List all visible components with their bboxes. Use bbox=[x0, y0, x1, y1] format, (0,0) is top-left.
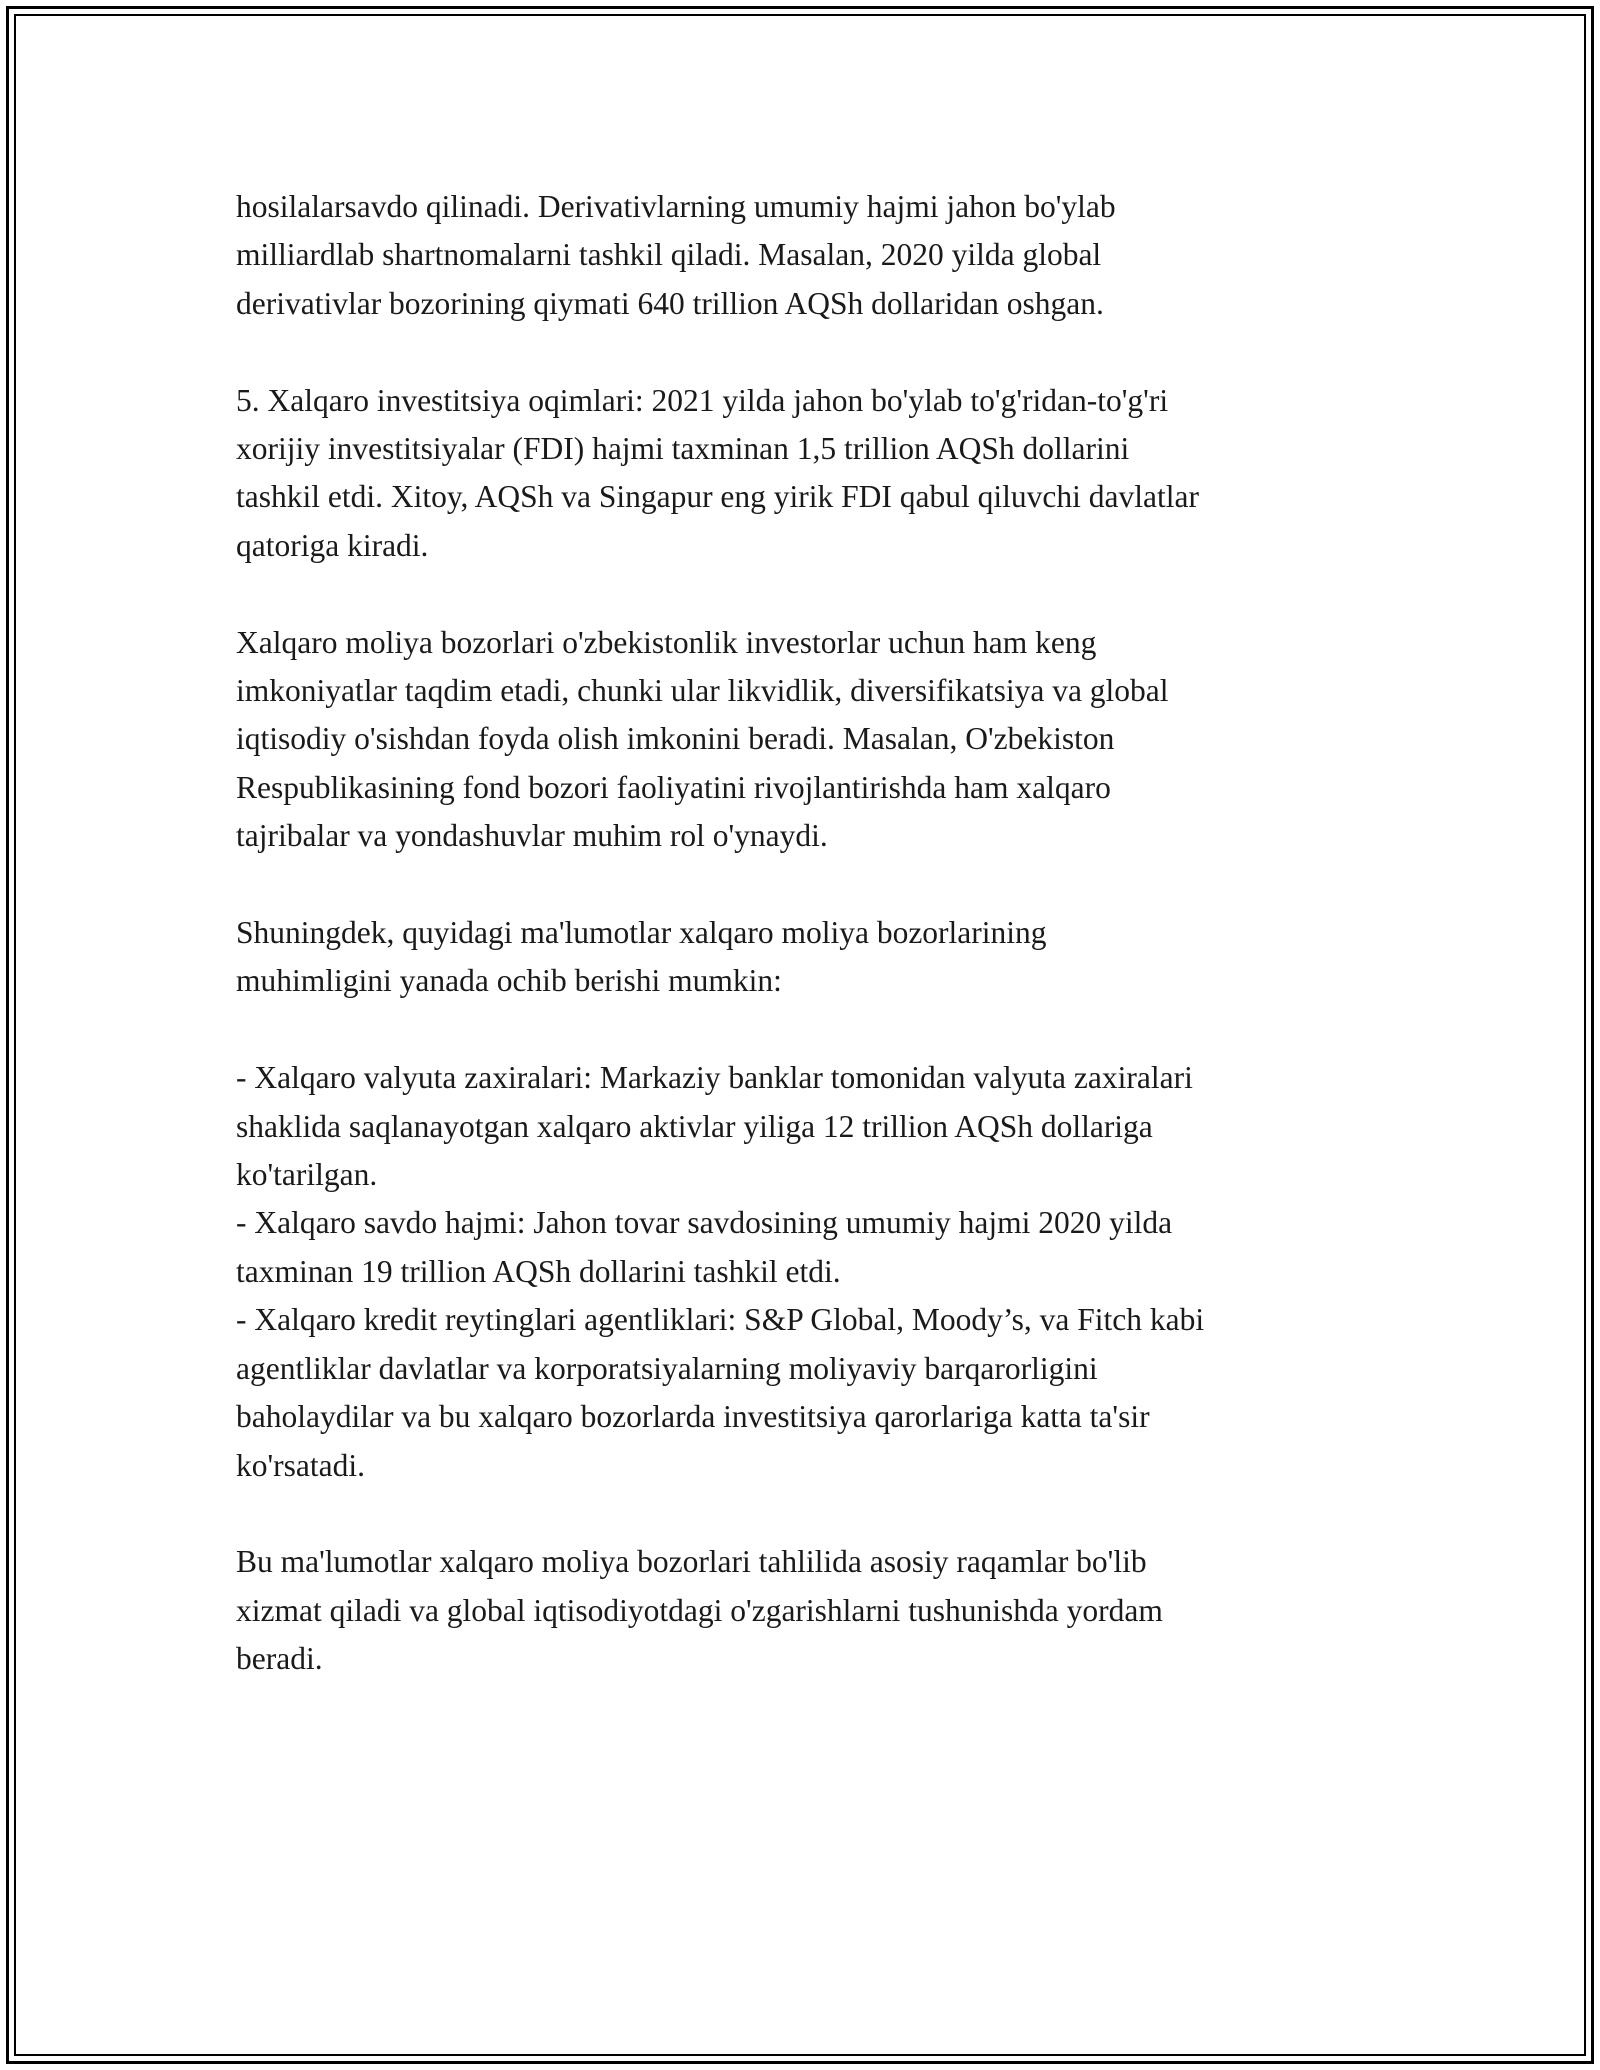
text-line: tajribalar va yondashuvlar muhim rol o'ynaydi. bbox=[236, 818, 828, 854]
text-line: baholaydilar va bu xalqaro bozorlarda investitsiya qarorlariga katta ta'sir bbox=[236, 1399, 1150, 1435]
text-line: agentliklar davlatlar va korporatsiyalarning moliyaviy barqarorligini bbox=[236, 1350, 1098, 1386]
paragraph-uzbek-investors bbox=[236, 619, 1376, 861]
text-line: taxminan 19 trillion AQSh dollarini tashkil etdi. bbox=[236, 1253, 841, 1289]
text-line: hosilalarsavdo qilinadi. Derivativlarning umumiy hajmi jahon bo'ylab bbox=[236, 189, 1116, 224]
text-line: xizmat qiladi va global iqtisodiyotdagi o'zgarishlarni tushunishda yordam bbox=[236, 1592, 1163, 1628]
text-line: - Xalqaro valyuta zaxiralari: Markaziy banklar tomonidan valyuta zaxiralari bbox=[236, 1060, 1193, 1096]
text-line: imkoniyatlar taqdim etadi, chunki ular likvidlik, diversifikatsiya va global bbox=[236, 673, 1169, 709]
text-line: milliardlab shartnomalarni tashkil qiladi. Masalan, 2020 yilda global bbox=[236, 237, 1102, 273]
paragraph-conclusion bbox=[236, 1538, 1376, 1683]
text-line: qatoriga kiradi. bbox=[236, 527, 429, 563]
paragraph-derivatives bbox=[236, 183, 1376, 328]
text-line: iqtisodiy o'sishdan foyda olish imkonini beradi. Masalan, O'zbekiston bbox=[236, 721, 1115, 757]
text-line: 5. Xalqaro investitsiya oqimlari: 2021 yilda jahon bo'ylab to'g'ridan-to'g'ri bbox=[236, 382, 1169, 418]
paragraph-bullet-list bbox=[236, 1054, 1376, 1490]
text-line: beradi. bbox=[236, 1641, 323, 1677]
paragraph-investment-flows bbox=[236, 377, 1376, 571]
text-line: tashkil etdi. Xitoy, AQSh va Singapur eng yirik FDI qabul qiluvchi davlatlar bbox=[236, 479, 1199, 515]
text-line: Respublikasining fond bozori faoliyatini rivojlantirishda ham xalqaro bbox=[236, 769, 1111, 805]
text-line: Shuningdek, quyidagi ma'lumotlar xalqaro moliya bozorlarining bbox=[236, 915, 1047, 951]
text-line: ko'rsatadi. bbox=[236, 1447, 366, 1483]
text-line: ko'tarilgan. bbox=[236, 1157, 378, 1193]
text-line: - Xalqaro kredit reytinglari agentliklari: S&P Global, Moody’s, va Fitch kabi bbox=[236, 1302, 1205, 1338]
text-line: shaklida saqlanayotgan xalqaro aktivlar yiliga 12 trillion AQSh dollariga bbox=[236, 1108, 1153, 1144]
paragraph-intro-list bbox=[236, 909, 1376, 1006]
text-line: - Xalqaro savdo hajmi: Jahon tovar savdosining umumiy hajmi 2020 yilda bbox=[236, 1205, 1173, 1241]
document-body bbox=[236, 183, 1376, 1684]
text-line: Xalqaro moliya bozorlari o'zbekistonlik investorlar uchun ham keng bbox=[236, 624, 1097, 660]
text-line: Bu ma'lumotlar xalqaro moliya bozorlari tahlilida asosiy raqamlar bo'lib bbox=[236, 1544, 1147, 1580]
text-line: muhimligini yanada ochib berishi mumkin: bbox=[236, 963, 782, 999]
text-line: xorijiy investitsiyalar (FDI) hajmi taxminan 1,5 trillion AQSh dollarini bbox=[236, 431, 1130, 467]
text-line: derivativlar bozorining qiymati 640 trillion AQSh dollaridan oshgan. bbox=[236, 285, 1104, 321]
